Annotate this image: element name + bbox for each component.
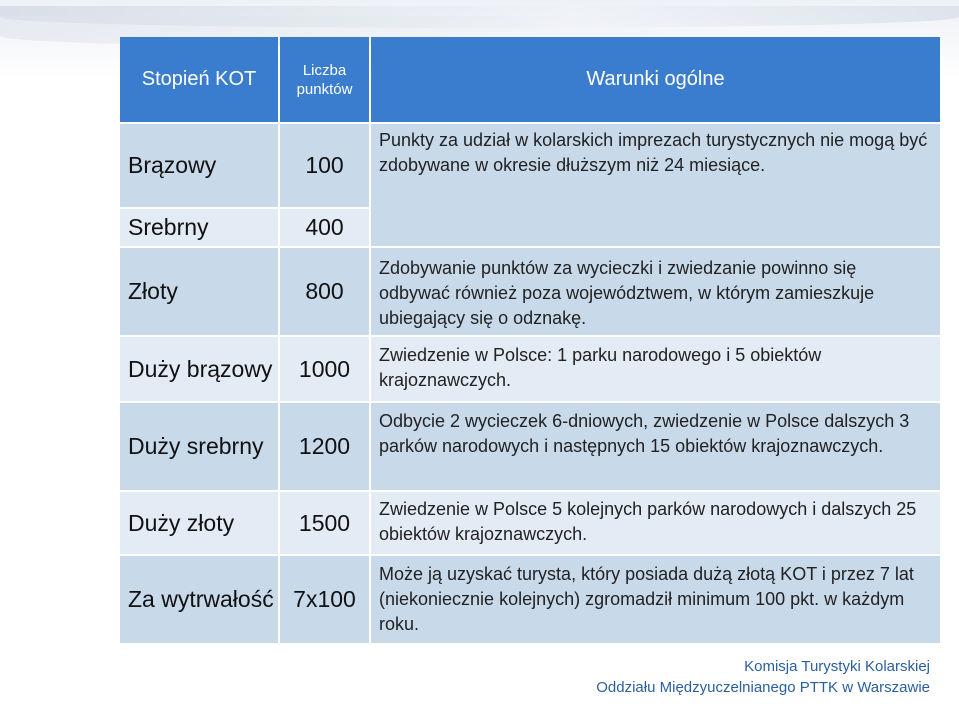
points-cell: 1200 xyxy=(280,403,369,490)
points-cell: 7x100 xyxy=(280,556,369,643)
condition-cell: Punkty za udział w kolarskich imprezach turystycznych nie mogą być zdobywane w okresie dłuższym niż 24 miesiące. xyxy=(371,124,940,246)
condition-cell: Zdobywanie punktów za wycieczki i zwiedzanie powinno się odbywać również poza województwem, w którym zamieszkuje ubiegający się o odznakę. xyxy=(371,248,940,335)
condition-cell: Odbycie 2 wycieczek 6-dniowych, zwiedzenie w Polsce dalszych 3 parków narodowych i następnych 15 obiektów krajoznawczych. xyxy=(371,403,940,490)
table-row xyxy=(120,248,940,335)
header-points-label: Liczba punktów xyxy=(296,61,353,98)
table-row xyxy=(120,337,940,401)
condition-cell: Może ją uzyskać turysta, który posiada dużą złotą KOT i przez 7 lat (niekoniecznie kolejnych) zgromadził minimum 100 pkt. w każdym roku. xyxy=(371,556,940,643)
level-cell: Duży złoty xyxy=(120,492,278,554)
level-cell: Srebrny xyxy=(120,209,278,246)
kot-badge-table xyxy=(118,35,942,645)
points-cell: 100 xyxy=(280,124,369,207)
header-level: Stopień KOT xyxy=(120,37,278,122)
header-points xyxy=(280,37,369,122)
table-row xyxy=(120,492,940,554)
footer-credit xyxy=(596,656,930,698)
footer-line-commission: Komisja Turystyki Kolarskiej xyxy=(744,658,930,675)
points-cell: 1500 xyxy=(280,492,369,554)
points-cell: 400 xyxy=(280,209,369,246)
points-cell: 800 xyxy=(280,248,369,335)
level-cell: Za wytrwałość xyxy=(120,556,278,643)
table-row xyxy=(120,556,940,643)
header-conditions: Warunki ogólne xyxy=(371,37,940,122)
table-row xyxy=(120,124,940,207)
level-cell: Duży srebrny xyxy=(120,403,278,490)
footer-line-branch: Oddziału Międzyuczelnianego PTTK w Warszawie xyxy=(596,679,930,696)
level-cell: Duży brązowy xyxy=(120,337,278,401)
level-cell: Złoty xyxy=(120,248,278,335)
condition-cell: Zwiedzenie w Polsce 5 kolejnych parków narodowych i dalszych 25 obiektów krajoznawczych. xyxy=(371,492,940,554)
header-row xyxy=(120,37,940,122)
table-row xyxy=(120,403,940,490)
points-cell: 1000 xyxy=(280,337,369,401)
level-cell: Brązowy xyxy=(120,124,278,207)
condition-cell: Zwiedzenie w Polsce: 1 parku narodowego i 5 obiektów krajoznawczych. xyxy=(371,337,940,401)
